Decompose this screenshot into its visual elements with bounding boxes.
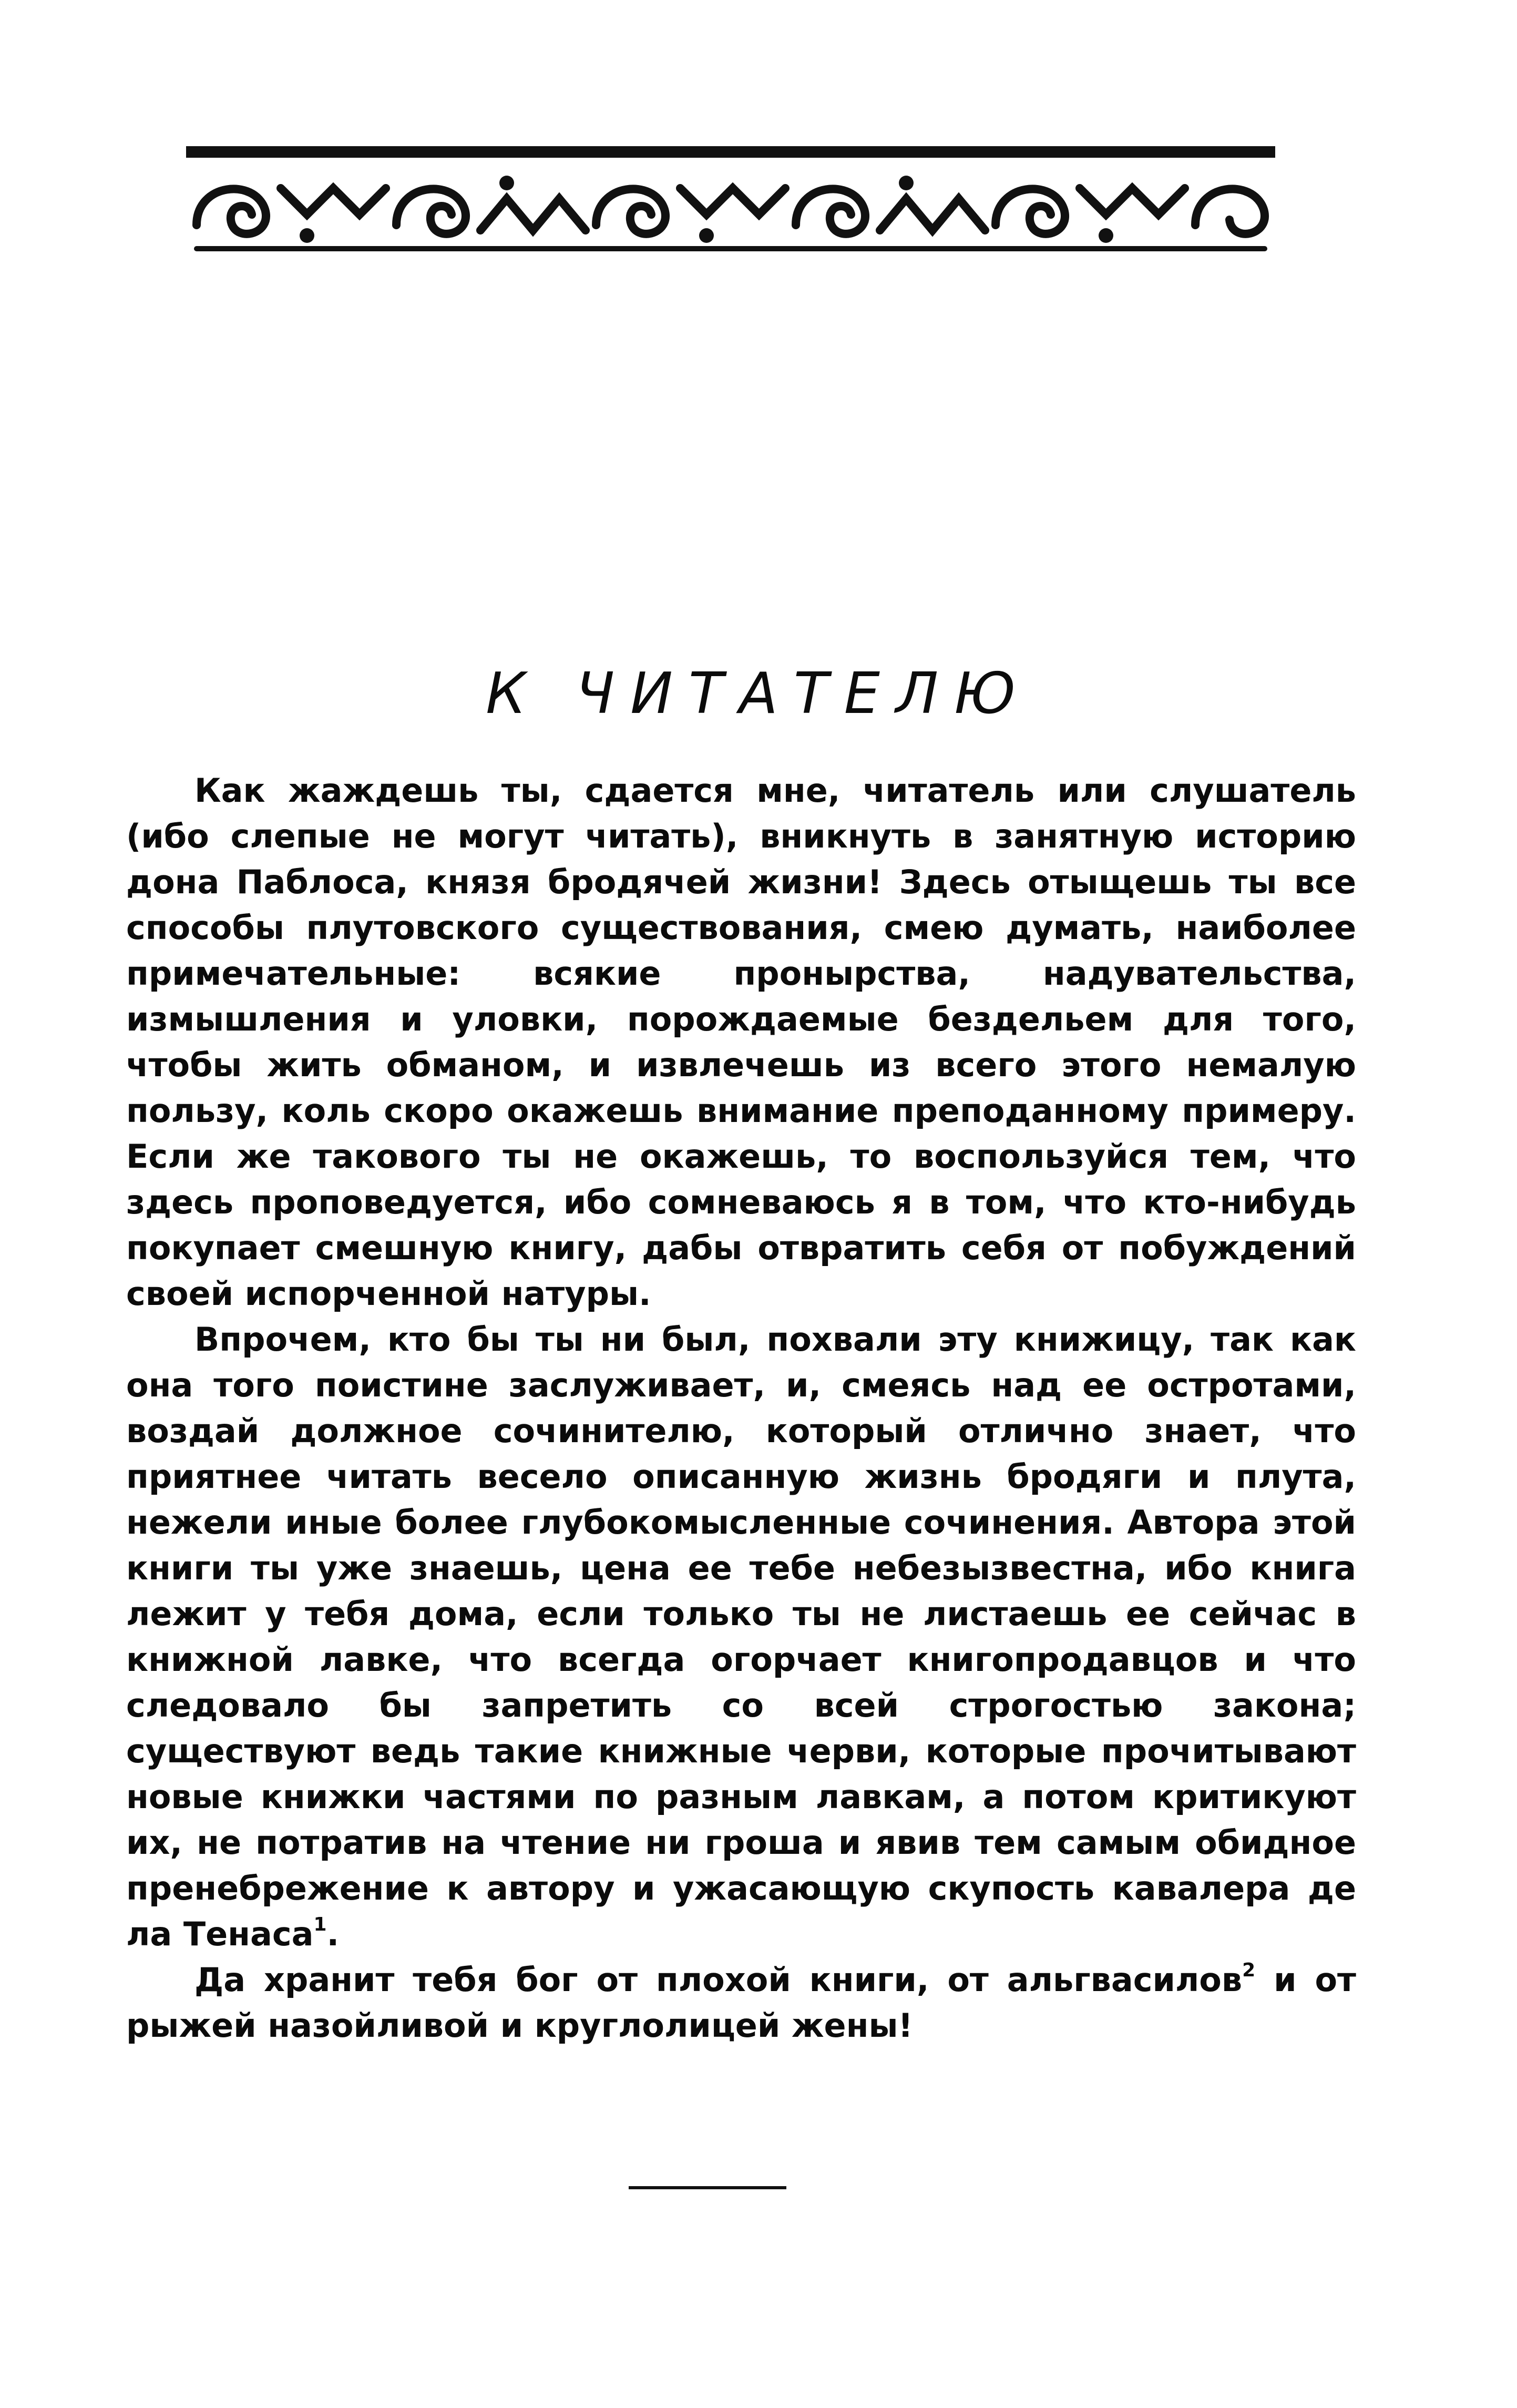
paragraph-2 — [126, 1317, 1356, 1957]
paragraph-2-text: Впрочем, кто бы ты ни был, похвали эту книжицу, так как она того поистине заслуживает, и, смеясь над ее остротами, воздай должное сочинителю, который отлично знает, что приятнее читать весело описанную жизнь бродяги и плута, нежели иные более глубокомысленные сочинения. Автора этой книги ты уже знаешь, цена ее тебе небезызвестна, ибо книга лежит у тебя дома, если только ты не листаешь ее сейчас в книжной лавке, что всегда огорчает книгопродавцов и что следовало бы запретить со всей строгостью закона; существуют ведь такие книжные черви, которые прочитывают новые книжки частями по разным лавкам, а потом критикуют их, не потратив на чтение ни гроша и явив тем самым обидное пренебрежение к автору и ужасающую скупость кавалера де ла Тенаса — [126, 1320, 1356, 1953]
body-text — [126, 768, 1356, 2048]
header-rule — [186, 146, 1275, 158]
paragraph-3-end: и от рыжей назойливой и круглолицей жены! — [126, 1961, 1356, 2045]
paragraph-3 — [126, 1957, 1356, 2048]
end-divider — [629, 2186, 786, 2189]
footnote-ref-2[interactable]: 2 — [1242, 1960, 1256, 1982]
footnote-ref-1[interactable]: 1 — [313, 1914, 327, 1936]
paragraph-3-text: Да хранит тебя бог от плохой книги, от альгвасилов — [194, 1961, 1243, 1999]
paragraph-1: Как жаждешь ты, сдается мне, читатель или слушатель (ибо слепые не могут читать), вникнуть в занятную историю дона Паблоса, князя бродячей жизни! Здесь отыщешь ты все способы плутовского существования, смею думать, наиболее примечательные: всякие пронырства, надувательства, измышления и уловки, порождаемые бездельем для того, чтобы жить обманом, и извлечешь из всего этого немалую пользу, коль скоро окажешь внимание преподанному примеру. Если же такового ты не окажешь, то воспользуйся тем, что здесь проповедуется, ибо сомневаюсь я в том, что кто-нибудь покупает смешную книгу, дабы отвратить себя от побуждений своей испорченной натуры. — [126, 771, 1356, 1313]
page-title: К ЧИТАТЕЛЮ — [486, 661, 1031, 727]
ornamental-header-border — [186, 146, 1275, 262]
paragraph-2-end: . — [326, 1915, 340, 1953]
